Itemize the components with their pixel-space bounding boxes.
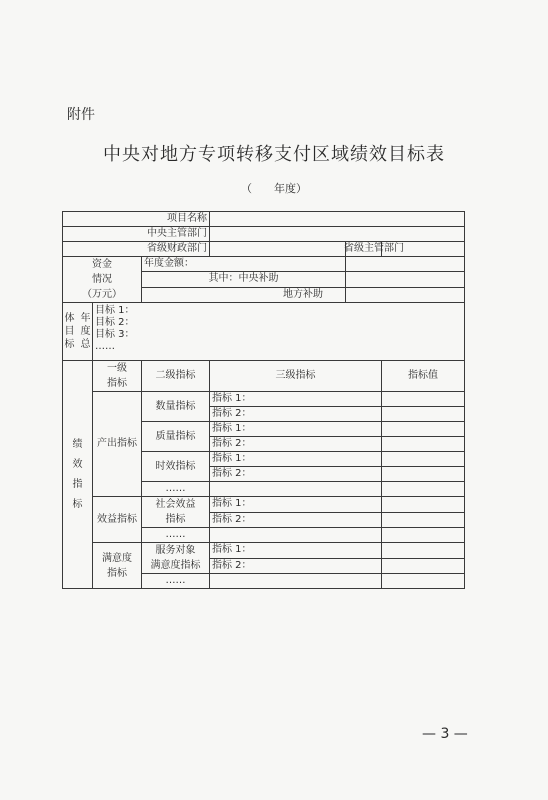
page-number: — 3 —	[422, 726, 468, 742]
empty-cell	[210, 482, 382, 497]
row-annual-goals	[63, 303, 465, 361]
hdr-level1: 一级 指标	[93, 361, 142, 392]
indicator-value	[382, 407, 465, 422]
row-prov-finance	[63, 242, 465, 257]
local-subsidy-value	[346, 287, 465, 302]
quantity-indicators: 数量指标	[142, 392, 210, 422]
indicator-2: 指标 2：	[210, 512, 382, 528]
ellipsis: ……	[142, 528, 210, 543]
prov-dept-label: 省级主管部门	[346, 242, 382, 257]
central-dept-label: 中央主管部门	[63, 227, 210, 242]
hdr-value: 指标值	[382, 361, 465, 392]
central-dept-value	[210, 227, 465, 242]
local-subsidy-label: 地方补助	[142, 287, 346, 302]
table-row	[63, 497, 465, 513]
indicator-value	[382, 528, 465, 543]
indicator-2: 指标 2：	[210, 437, 382, 452]
indicator-value	[382, 543, 465, 559]
indicator-value	[382, 512, 465, 528]
funds-label: 资金 情况 （万元）	[63, 257, 142, 303]
indicator-1: 指标 1：	[210, 392, 382, 407]
prov-finance-label: 省级财政部门	[63, 242, 210, 257]
empty-cell	[210, 574, 382, 589]
indicator-1: 指标 1：	[210, 497, 382, 513]
document-title: 中央对地方专项转移支付区域绩效目标表	[103, 144, 445, 165]
annual-amount-label: 年度金额：	[142, 257, 346, 272]
goal-line: 目标 1：	[95, 305, 135, 316]
attachment-label: 附件	[67, 107, 95, 123]
indicator-2: 指标 2：	[210, 467, 382, 482]
indicator-value	[382, 482, 465, 497]
indicator-value	[382, 558, 465, 574]
indicator-1: 指标 1：	[210, 452, 382, 467]
annual-goals-label: 体 目 标 年 度 总	[63, 303, 93, 361]
year-line	[0, 180, 548, 196]
indicator-value	[382, 467, 465, 482]
timeliness-indicators: 时效指标	[142, 452, 210, 482]
indicator-value	[382, 422, 465, 437]
project-name-value	[210, 212, 465, 227]
social-benefit-indicators: 社会效益 指标	[142, 497, 210, 528]
table-row	[63, 392, 465, 407]
indicator-value	[382, 452, 465, 467]
indicator-1: 指标 1：	[210, 543, 382, 559]
annual-amount-value	[346, 257, 465, 272]
central-subsidy-value	[346, 272, 465, 287]
central-subsidy-label: 其中：中央补助	[142, 272, 346, 287]
row-funds-1	[63, 257, 465, 272]
perf-indicators-label: 绩 效 指 标	[63, 361, 93, 589]
ellipsis: ……	[142, 574, 210, 589]
year-label: 年度）	[274, 182, 307, 195]
service-satisfaction-indicators: 服务对象 满意度指标	[142, 543, 210, 574]
output-indicators: 产出指标	[93, 392, 142, 497]
performance-target-table	[62, 211, 465, 589]
indicator-1: 指标 1：	[210, 422, 382, 437]
ellipsis: ……	[142, 482, 210, 497]
quality-indicators: 质量指标	[142, 422, 210, 452]
annual-goals-content	[93, 303, 465, 361]
goal-line: 目标 3：	[95, 329, 135, 340]
goal-line: 目标 2：	[95, 317, 135, 328]
indicator-value	[382, 392, 465, 407]
indicator-value	[382, 497, 465, 513]
goal-line: ……	[95, 341, 115, 352]
table-row	[63, 543, 465, 559]
indicator-2: 指标 2：	[210, 558, 382, 574]
prov-finance-value	[210, 242, 346, 257]
row-central-dept	[63, 227, 465, 242]
indicator-value	[382, 574, 465, 589]
indicator-value	[382, 437, 465, 452]
row-perf-header	[63, 361, 465, 392]
project-name-label: 项目名称	[63, 212, 210, 227]
row-project-name	[63, 212, 465, 227]
empty-cell	[210, 528, 382, 543]
satisfaction-indicators: 满意度 指标	[93, 543, 142, 589]
year-open-paren: （	[241, 182, 252, 195]
hdr-level2: 二级指标	[142, 361, 210, 392]
benefit-indicators: 效益指标	[93, 497, 142, 543]
hdr-level3: 三级指标	[210, 361, 382, 392]
indicator-2: 指标 2：	[210, 407, 382, 422]
